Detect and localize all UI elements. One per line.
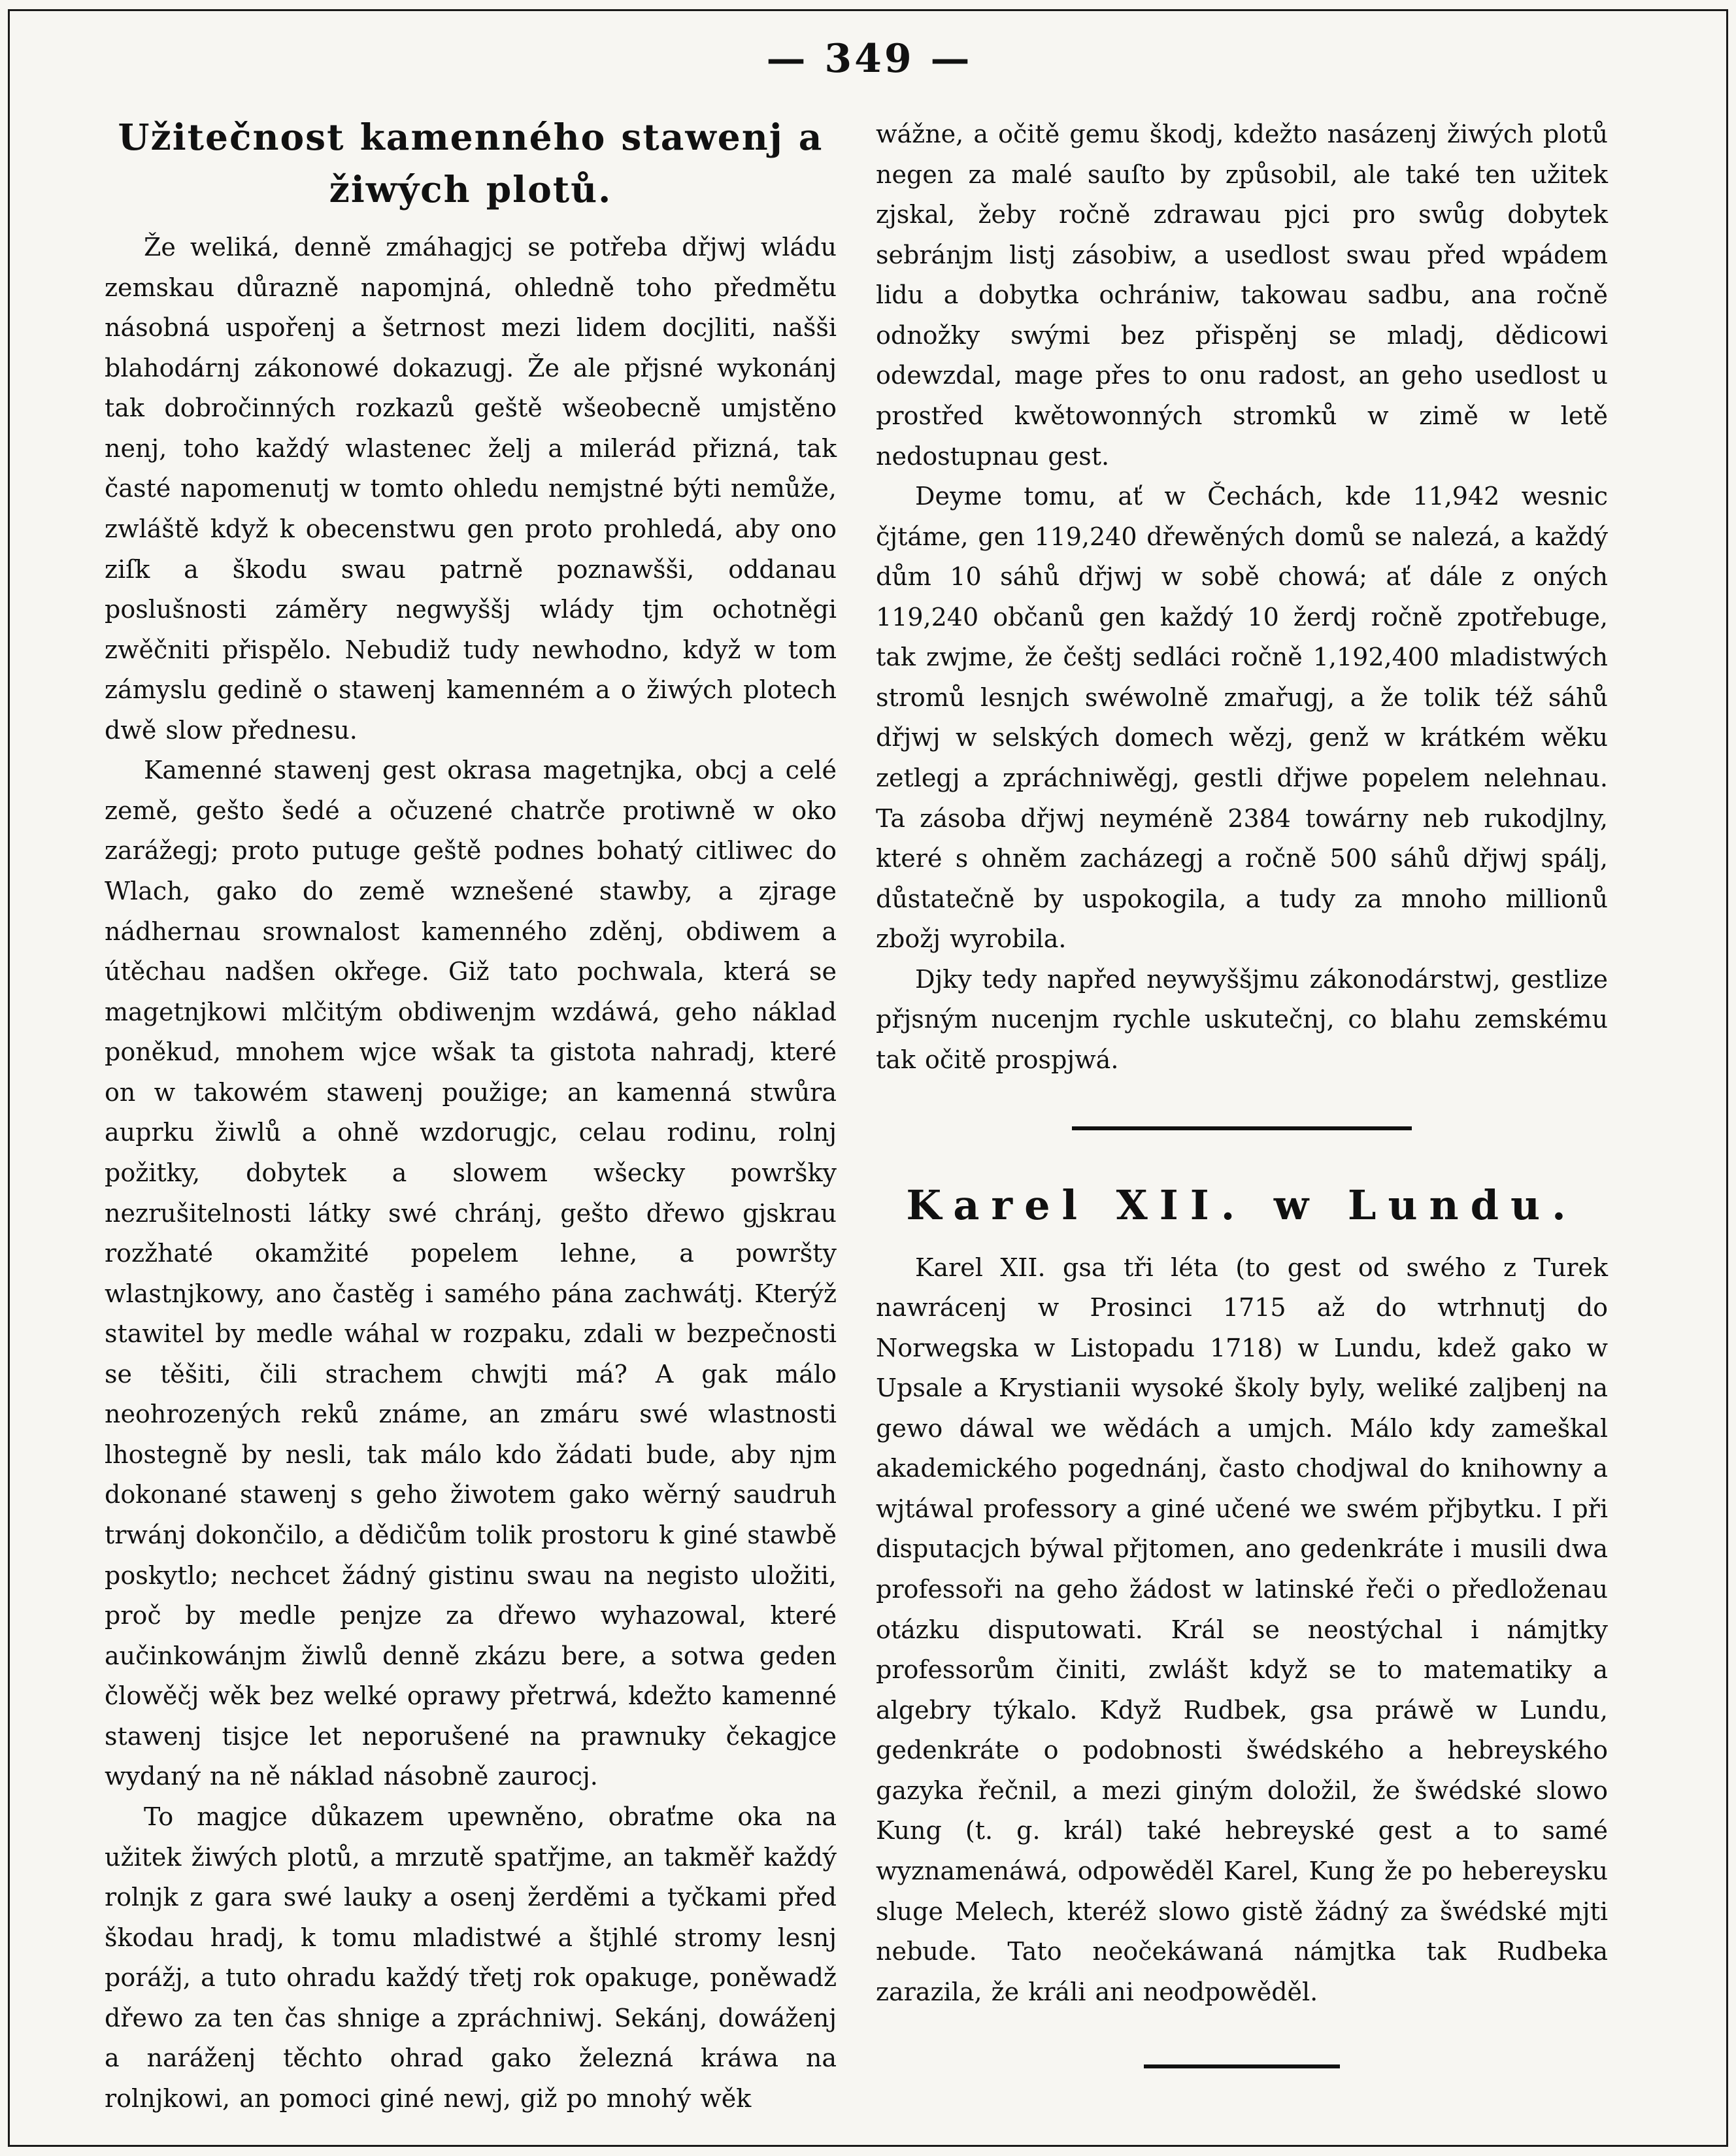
page-number: — 349 — [766, 36, 973, 82]
article-title-karel: Karel XII. w Lundu. [906, 1181, 1578, 1229]
article-continuation-1: wážne, a očitě gemu škodj, kdežto nasázenj žiwých plotů negen za malé sauſto by způsobil, ale také ten užitek zjskal, žeby ročně zdrawau pjci pro swůg dobytek sebránjm listj zásobiw, a usedlost swau před wpádem lidu a dobytka ochrániw, takowau sadbu, ana ročně odnožky swými bez přispěnj se mladj, dědicowi odewzdal, mage přes to onu radost, an geho usedlost u prostřed kwětowonných stromků w zimě w letě nedostupnau gest. [876, 120, 1608, 471]
article-paragraph-2: Kamenné stawenj gest okrasa magetnjka, obcj a celé země, gešto šedé a očuzené chatrče protiwně w oko zarážegj; proto putuge geště podnes bohatý citliwec do Wlach, gako do země wznešené stawby, a zjrage nádhernau srownalost kamenného zděnj, obdiwem a útěchau nadšen okřege. Giž tato pochwala, která se magetnjkowi mlčitým obdiwenjm wzdáwá, geho náklad poněkud, mnohem wjce wšak ta gistota nahradj, které on w takowém stawenj použige; an kamenná stwůra auprku žiwlů a ohně wzdorugjc, celau rodinu, rolnj požitky, dobytek a slowem wšecky powršky nezrušitelnosti látky swé chránj, gešto dřewo gjskrau rozžhaté okamžité popelem lehne, a powršty wlastnjkowy, ano častěg i samého pána zachwátj. Kterýž stawitel by medle wáhal w rozpaku, zdali w bezpečnosti se těšiti, čili strachem chwjti má? A gak málo neohrozených reků známe, an zmáru swé wlastnosti lhostegně by nesli, tak málo kdo žádati bude, aby njm dokonané stawenj s geho žiwotem gako wěrný saudruh trwánj dokončilo, a dědičům tolik prostoru k giné stawbě poskytlo; nechcet žádný gistinu swau na negisto uložiti, proč by medle penjze za dřewo wyhazowal, které aučinkowánjm žiwlů denně zkázu bere, a sotwa geden člowěčj wěk bez welké oprawy přetrwá, kdežto kamenné stawenj tisjce let neporušené na prawnuky čekagjce wydaný na ně náklad násobně zaurocj. [105, 756, 837, 1791]
article-continuation-3: Djky tedy napřed neywyššjmu zákonodárstwj, gestlize přjsným nucenjm rychle uskutečnj, co blahu zemskému tak očitě prospjwá. [876, 964, 1608, 1074]
article-paragraph-1: Že weliká, denně zmáhagjcj se potřeba dřjwj wládu zemskau důrazně napomjná, ohledně toho předmětu násobná uspořenj a šetrnost mezi lidem docjliti, našši blahodárnj zákonowé dokazugj. Že ale přjsné wykonánj tak dobročinných rozkazů geště wšeobecně umjstěno nenj, toho každý wlastenec želj a milerád přizná, tak časté napomenutj w tomto ohledu nemjstné býti nemůže, zwláště když k obecenstwu gen proto prohledá, aby ono ziſk a škodu swau patrně poznawšši, oddanau poslušnosti záměry negwyššj wlády tjm ochotněgi zwěčniti přispělo. Nebudiž tudy newhodno, když w tom zámyslu gedině o stawenj kamenném a o žiwých plotech dwě slow přednesu. [105, 233, 837, 745]
right-column [876, 114, 1608, 2114]
karel-paragraph: Karel XII. gsa tři léta (to gest od swého z Turek nawrácenj w Prosinci 1715 až do wtrhnutj do Norwegska w Listopadu 1718) w Lundu, kdež gako w Upsale a Krystianii wysoké školy byly, weliké zaljbenj na gewo dáwal we wědách a umjch. Málo kdy zameškal akademického pogednánj, často chodjwal do knihowny a wjtáwal professory a giné učené we swém přjbytku. I při disputacjch býwal přjtomen, ano gedenkráte i musili dwa professoři na geho žádost w latinské řeči o předloženau otázku disputowati. Král se neostýchal i námjtky professorům činiti, zwlášt když se to matematiky a algebry týkalo. Když Rudbek, gsa práwě w Lundu, gedenkráte o podobnosti šwédského a hebreyského gazyka řečnil, a mezi giným doložil, že šwédské slowo Kung (t. g. král) také hebreyské gest a to samé wyznamenáwá, odpowěděl Karel, Kung že po hebereysku sluge Melech, kteréž slowo gistě žádný za šwédské mjti nebude. Tato neočekáwaná námjtka tak Rudbeka zarazila, že králi ani neodpowěděl. [876, 1253, 1608, 2006]
article-paragraph-3: To magjce důkazem upewněno, obraťme oka na užitek žiwých plotů, a mrzutě spatřjme, an takměř každý rolnjk z gara swé lauky a osenj žerděmi a tyčkami před škodau hradj, k tomu mladistwé a štjhlé stromy lesnj porážj, a tuto ohradu každý třetj rok opakuge, poněwadž dřewo za ten čas shnige a zpráchniwj. Sekánj, dowáženj a naráženj těchto ohrad gako železná kráwa na rolnjkowi, an pomoci giné newj, giž po mnohý wěk [105, 1802, 837, 2113]
article-continuation-2: Deyme tomu, ať w Čechách, kde 11,942 wesnic čjtáme, gen 119,240 dřewěných domů se nalezá, a každý dům 10 sáhů dřjwj w sobě chowá; ať dále z oných 119,240 občanů gen každý 10 žerdj ročně zpotřebuge, tak zwjme, že češtj sedláci ročně 1,192,400 mladistwých stromů lesnjch swéwolně zmařugj, a že tolik též sáhů dřjwj w selských domech wězj, genž w krátkém wěku zetlegj a zpráchniwěgj, gestli dřjwe popelem nelehnau. Ta zásoba dřjwj neyméně 2384 towárny neb rukodjlny, které s ohněm zacházegj a ročně 500 sáhů dřjwj spálj, důstatečně by uspokogila, a tudy za mnoho millionů zbožj wyrobila. [876, 482, 1608, 954]
left-column [105, 111, 837, 2119]
article-title: Užitečnost kamenného stawenj a žiwých plotů. [118, 116, 824, 211]
end-divider [1144, 2064, 1340, 2068]
section-divider [1072, 1126, 1412, 1130]
